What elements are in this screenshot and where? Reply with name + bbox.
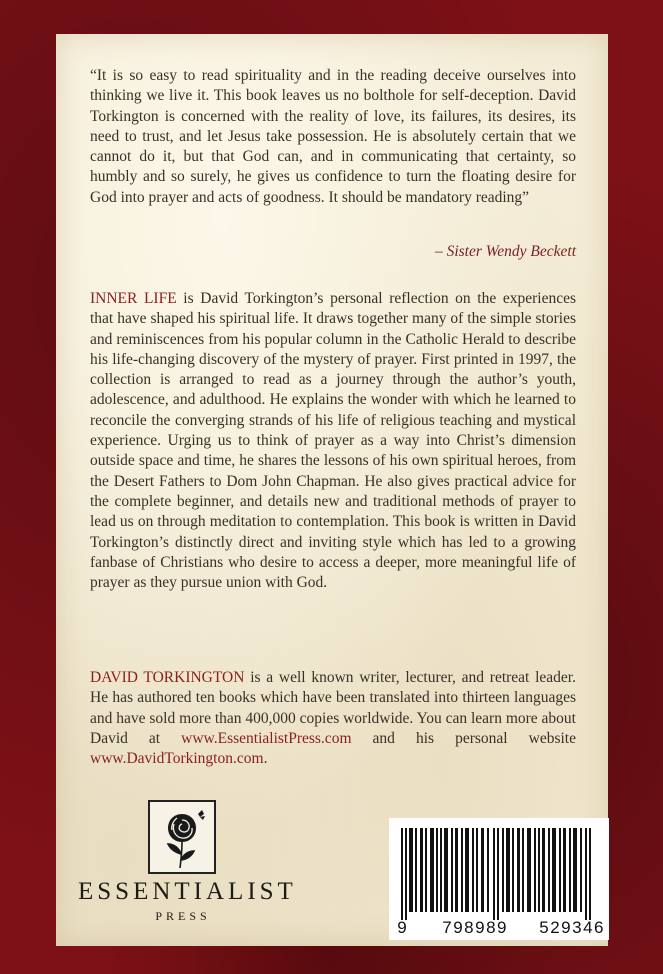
isbn-group-2: 529346 [539,918,605,937]
description-body: is David Torkington’s personal reflection on the experiences that have shaped his spiritual life. It draws together many of the simple stories and reminiscences from his popular column in the Catholic Herald to describe his life-changing discovery of the mystery of prayer. First printed in 1997, the collection is arranged to read as a journey through the author’s youth, adolescence, and adulthood. He explains the wonder with which he learned to reconcile the converging strands of his life of religious teaching and mystical experience. Urging us to think of prayer as a way into Christ’s dimension outside space and time, he shares the lessons of his own spiritual heroes, from the Desert Fathers to Dom John Chapman. He also gives practical advice for the complete beginner, and details new and traditional methods of prayer to lead us on through meditation to contemplation. This book is written in David Torkington’s distinctly direct and inviting style which has led to a growing fanbase of Christians who desire to access a deeper, more meaningful life of prayer as they pursue union with God. [90,290,576,592]
publisher-logo [148,800,216,874]
isbn-barcode [389,818,609,940]
isbn-first-digit: 9 [397,918,407,937]
isbn-number [393,918,605,938]
isbn-group-1: 798989 [442,918,508,937]
publisher-website-link[interactable]: www.EssentialistPress.com [181,729,352,747]
bio-end: . [263,750,268,768]
author-name: DAVID TORKINGTON [90,669,245,686]
publisher-name: ESSENTIALIST [78,878,297,905]
author-bio [90,668,576,769]
barcode-bars [401,828,597,920]
book-title: INNER LIFE [90,290,177,307]
endorsement-quote: “It is so easy to read spirituality and in the reading deceive ourselves into thinking we live it. This book leaves us no bolthole for self-deception. David Torkington is concerned with the reality of love, its failures, its desires, its need to trust, and let Jesus take possession. He is absolutely certain that we cannot do it, but that God can, and in communicating that certainty, so humbly and so surely, he gives us confidence to turn the floating desire for God into prayer and acts of goodness. It should be mandatory reading” [90,67,576,206]
rose-icon [150,802,214,872]
bio-body: is a well known writer, lecturer, and retreat leader. He has authored ten books which have been translated into thirteen languages and have sold more than 400,000 copies worldwide. You can learn more about David at [90,669,576,747]
author-website-link[interactable]: www.DavidTorkington.com [90,750,264,768]
book-description [90,289,576,593]
publisher-subtitle: PRESS [155,909,211,923]
bio-middle: and his personal website [351,729,576,747]
quote-attribution: – Sister Wendy Beckett [434,243,576,260]
